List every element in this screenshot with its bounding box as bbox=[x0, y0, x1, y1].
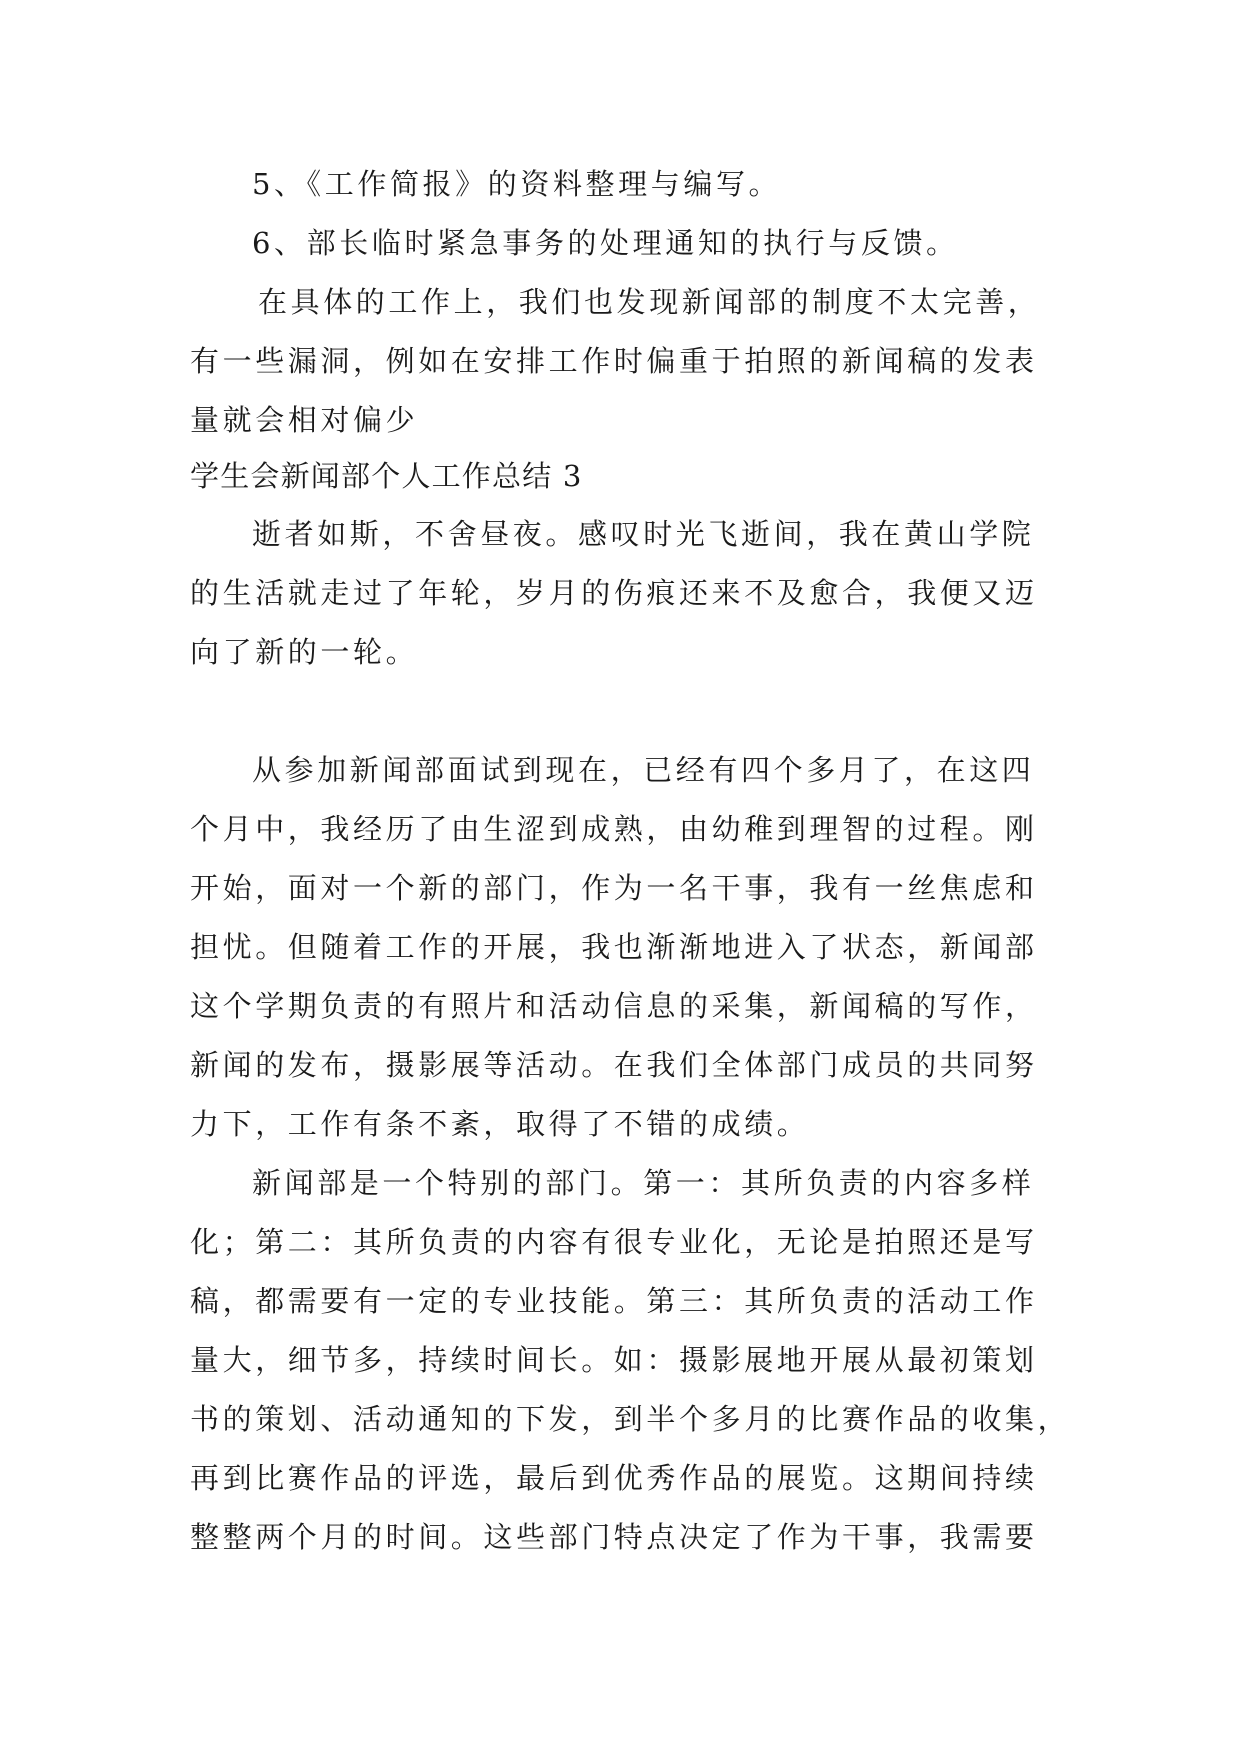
paragraph-line: 化；第二：其所负责的内容有很专业化，无论是拍照还是写 bbox=[190, 1225, 1038, 1259]
paragraph-line: 的生活就走过了年轮，岁月的伤痕还来不及愈合，我便又迈 bbox=[190, 576, 1038, 610]
paragraph-line: 量大，细节多，持续时间长。如：摄影展地开展从最初策划 bbox=[190, 1343, 1038, 1377]
paragraph-line: 向了新的一轮。 bbox=[190, 635, 419, 669]
section-title: 学生会新闻部个人工作总结 3 bbox=[190, 459, 583, 493]
paragraph-line: 开始，面对一个新的部门，作为一名干事，我有一丝焦虑和 bbox=[190, 871, 1038, 905]
paragraph-line: 再到比赛作品的评选，最后到优秀作品的展览。这期间持续 bbox=[190, 1461, 1038, 1495]
paragraph-line: 担忧。但随着工作的开展，我也渐渐地进入了状态，新闻部 bbox=[190, 930, 1038, 964]
list-item-5: 5、《工作简报》的资料整理与编写。 bbox=[252, 167, 782, 201]
paragraph-line: 新闻的发布，摄影展等活动。在我们全体部门成员的共同努 bbox=[190, 1048, 1038, 1082]
paragraph-line: 有一些漏洞，例如在安排工作时偏重于拍照的新闻稿的发表 bbox=[190, 344, 1038, 378]
paragraph-line: 新闻部是一个特别的部门。第一：其所负责的内容多样 bbox=[252, 1166, 1035, 1200]
paragraph-line: 个月中，我经历了由生涩到成熟，由幼稚到理智的过程。刚 bbox=[190, 812, 1038, 846]
paragraph-line: 从参加新闻部面试到现在，已经有四个多月了，在这四 bbox=[252, 753, 1035, 787]
paragraph-line: 在具体的工作上，我们也发现新闻部的制度不太完善， bbox=[258, 285, 1041, 319]
paragraph-line: 力下，工作有条不紊，取得了不错的成绩。 bbox=[190, 1107, 810, 1141]
paragraph-line: 量就会相对偏少 bbox=[190, 403, 419, 437]
paragraph-line: 稿，都需要有一定的专业技能。第三：其所负责的活动工作 bbox=[190, 1284, 1038, 1318]
paragraph-line: 书的策划、活动通知的下发，到半个多月的比赛作品的收集， bbox=[190, 1402, 1071, 1436]
paragraph-line: 这个学期负责的有照片和活动信息的采集，新闻稿的写作， bbox=[190, 989, 1038, 1023]
paragraph-line: 逝者如斯，不舍昼夜。感叹时光飞逝间，我在黄山学院 bbox=[252, 517, 1035, 551]
paragraph-line: 整整两个月的时间。这些部门特点决定了作为干事，我需要 bbox=[190, 1520, 1038, 1554]
list-item-6: 6、部长临时紧急事务的处理通知的执行与反馈。 bbox=[252, 226, 959, 260]
